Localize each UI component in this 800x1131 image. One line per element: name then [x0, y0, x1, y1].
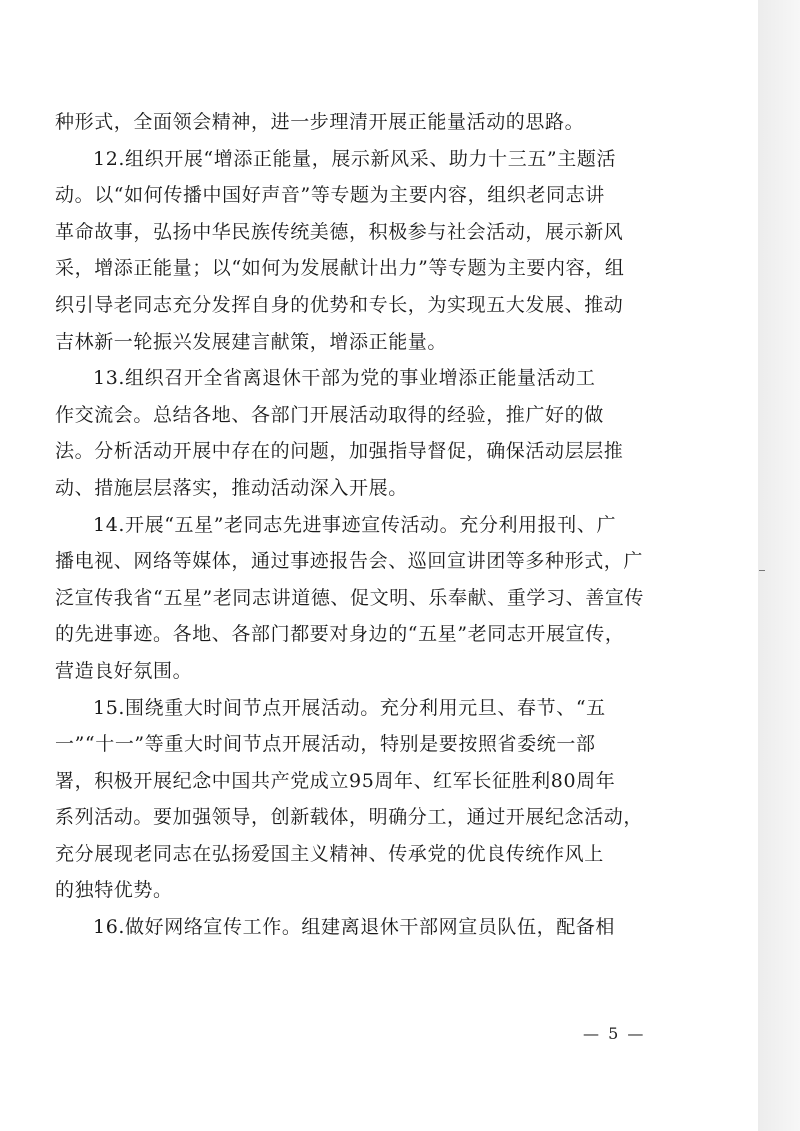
text-line: 革命故事，弘扬中华民族传统美德，积极参与社会活动，展示新风	[55, 220, 624, 243]
paragraph-heading-13: 13.组织召开全省离退休干部为党的事业增添正能量活动工	[93, 367, 596, 390]
text-line: 动、措施层层落实，推动活动深入开展。	[55, 476, 408, 499]
paragraph-heading-14: 14.开展“五星”老同志先进事迹宣传活动。充分利用报刊、广	[93, 513, 617, 536]
scan-margin	[758, 0, 800, 1131]
paragraph-heading-16: 16.做好网络宣传工作。组建离退休干部网宣员队伍，配备相	[93, 916, 616, 939]
text-line: 一”“十一”等重大时间节点开展活动，特别是要按照省委统一部	[55, 733, 596, 756]
scan-mark	[759, 570, 765, 571]
paragraph-heading-12: 12.组织开展“增添正能量，展示新风采、助力十三五”主题活	[93, 147, 617, 170]
text-line: 署，积极开展纪念中国共产党成立95周年、红军长征胜利80周年	[55, 769, 616, 792]
text-line: 的独特优势。	[55, 879, 173, 902]
text-line: 种形式，全面领会精神，进一步理清开展正能量活动的思路。	[55, 111, 585, 133]
text-line: 动。以“如何传播中国好声音”等专题为主要内容，组织老同志讲	[55, 184, 605, 207]
body-text	[55, 104, 645, 946]
text-line: 泛宣传我省“五星”老同志讲道德、促文明、乐奉献、重学习、善宣传	[55, 586, 645, 609]
text-line: 织引导老同志充分发挥自身的优势和专长，为实现五大发展、推动	[55, 293, 624, 316]
text-line: 的先进事迹。各地、各部门都要对身边的“五星”老同志开展宣传，	[55, 623, 625, 646]
text-line: 作交流会。总结各地、各部门开展活动取得的经验，推广好的做	[55, 403, 604, 426]
paragraph-heading-15: 15.围绕重大时间节点开展活动。充分利用元旦、春节、“五	[93, 696, 606, 719]
text-line: 采，增添正能量；以“如何为发展献计出力”等专题为主要内容，组	[55, 257, 625, 280]
text-line: 法。分析活动开展中存在的问题，加强指导督促，确保活动层层推	[55, 440, 624, 463]
text-line: 播电视、网络等媒体，通过事迹报告会、巡回宣讲团等多种形式，广	[55, 550, 644, 573]
text-line: 系列活动。要加强领导，创新载体，明确分工，通过开展纪念活动，	[55, 806, 644, 829]
page-number: — 5 —	[583, 1024, 646, 1043]
text-line: 吉林新一轮振兴发展建言献策，增添正能量。	[55, 330, 448, 353]
text-line: 充分展现老同志在弘扬爱国主义精神、传承党的优良传统作风上	[55, 842, 604, 865]
text-line: 营造良好氛围。	[55, 659, 193, 682]
